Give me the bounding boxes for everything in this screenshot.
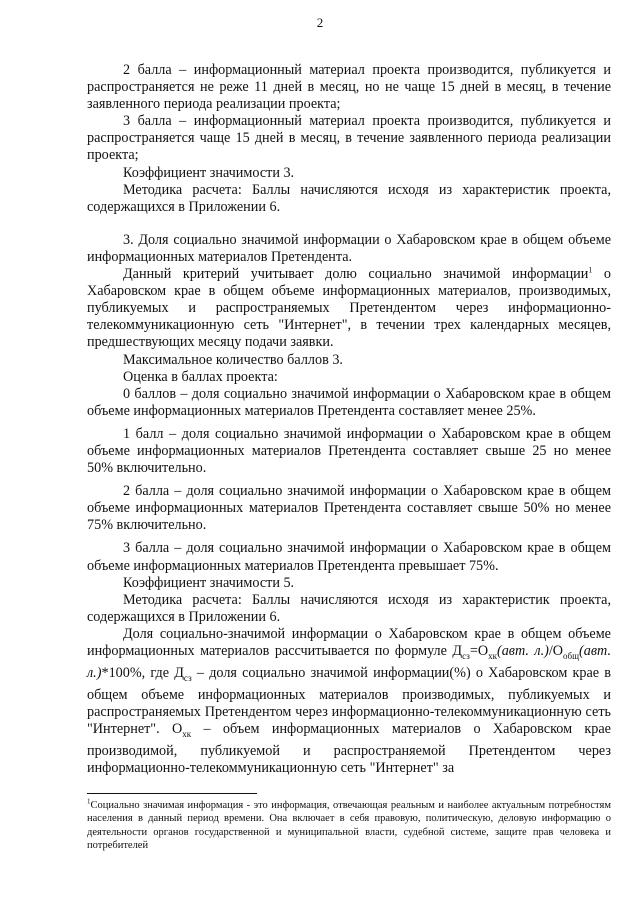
paragraph-max-score: Максимальное количество баллов 3. <box>123 351 343 368</box>
page-number: 2 <box>316 15 324 30</box>
paragraph-coefficient: Коэффициент значимости 3. <box>123 164 295 181</box>
footnote-reference[interactable]: 1 <box>588 265 593 275</box>
paragraph-score-0: 0 баллов – доля социально значимой информации о Хабаровском крае в общем объеме информационных материалов Претендента составляет менее 25%. <box>87 385 611 419</box>
footnote-text: Социально значимая информация - это информация, отвечающая реальным и наиболее актуальным потребностям населения в данный период времени. Она включает в себя правовую, политическую, деловую информацию о деятельности органов государственной и муниципальной власти, судебной системе, защите прав человека и потребителей <box>87 800 611 852</box>
footnote-divider <box>87 793 257 794</box>
criterion-description-rest: о Хабаровском крае в общем объеме информационных материалов, производимых, публикуемых и распространяемых Претендентом через информационно-телекоммуникационную сеть "Интернет", в течении трех календарных месяцев, предшествующих месяцу подачи заявки. <box>87 266 612 351</box>
paragraph-criterion-description <box>87 266 611 351</box>
paragraph-score-3: 3 балла – информационный материал проекта производится, публикуется и распространяется чаще 15 дней в месяц, в течение заявленного периода реализации проекта; <box>87 113 611 164</box>
document-body <box>87 62 611 777</box>
paragraph-coefficient-5: Коэффициент значимости 5. <box>123 574 295 591</box>
paragraph-score-3b: 3 балла – доля социально значимой информации о Хабаровском крае в общем объеме информационных материалов Претендента превышает 75%. <box>87 540 611 574</box>
footnote-marker: 1 <box>87 797 91 806</box>
paragraph-formula: Доля социально-значимой информации о Хабаровском крае в общем объеме информационных материалов рассчитывается по формуле $Д_{сз}=О_{хк}(авт$. $л.)/О_{общ}(авт$. л.)*100%, где $Д_{сз}$ – доля социально значимой информации(%) о Хабаровском крае в общем объеме информационных материалов производимых, публикуемых и распространяемых Претендентом через информационно-телекоммуникационную сеть "Интернет". $О_{хк}$ – объем информационных материалов о Хабаровском крае производимой, публикуемой и распространяемой Претендентом через информационно-телекоммуникационную сеть "Интернет" за <box>87 625 611 777</box>
paragraph-score-heading: Оценка в баллах проекта: <box>123 368 278 385</box>
paragraph-score-2b: 2 балла – доля социально значимой информации о Хабаровском крае в общем объеме информационных материалов Претендента составляет свыше 50% но менее 75% включительно. <box>87 483 611 534</box>
paragraph-method: Методика расчета: Баллы начисляются исходя из характеристик проекта, содержащихся в Приложении 6. <box>87 181 611 215</box>
footnote <box>87 799 611 853</box>
spacer <box>87 216 611 232</box>
paragraph-score-2: 2 балла – информационный материал проекта производится, публикуется и распространяется не реже 11 дней в месяц, но не чаще 15 дней в месяц, в течение заявленного периода реализации проекта; <box>87 62 611 113</box>
criterion-description-start: Данный критерий учитывает долю социально значимой информации <box>123 266 589 283</box>
paragraph-method-2: Методика расчета: Баллы начисляются исходя из характеристик проекта, содержащихся в Приложении 6. <box>87 591 611 625</box>
paragraph-score-1: 1 балл – доля социально значимой информации о Хабаровском крае в общем объеме информационных материалов Претендента составляет свыше 25 но менее 50% включительно. <box>87 425 611 477</box>
criterion-heading: 3. Доля социально значимой информации о Хабаровском крае в общем объеме информационных материалов Претендента. <box>87 231 611 265</box>
